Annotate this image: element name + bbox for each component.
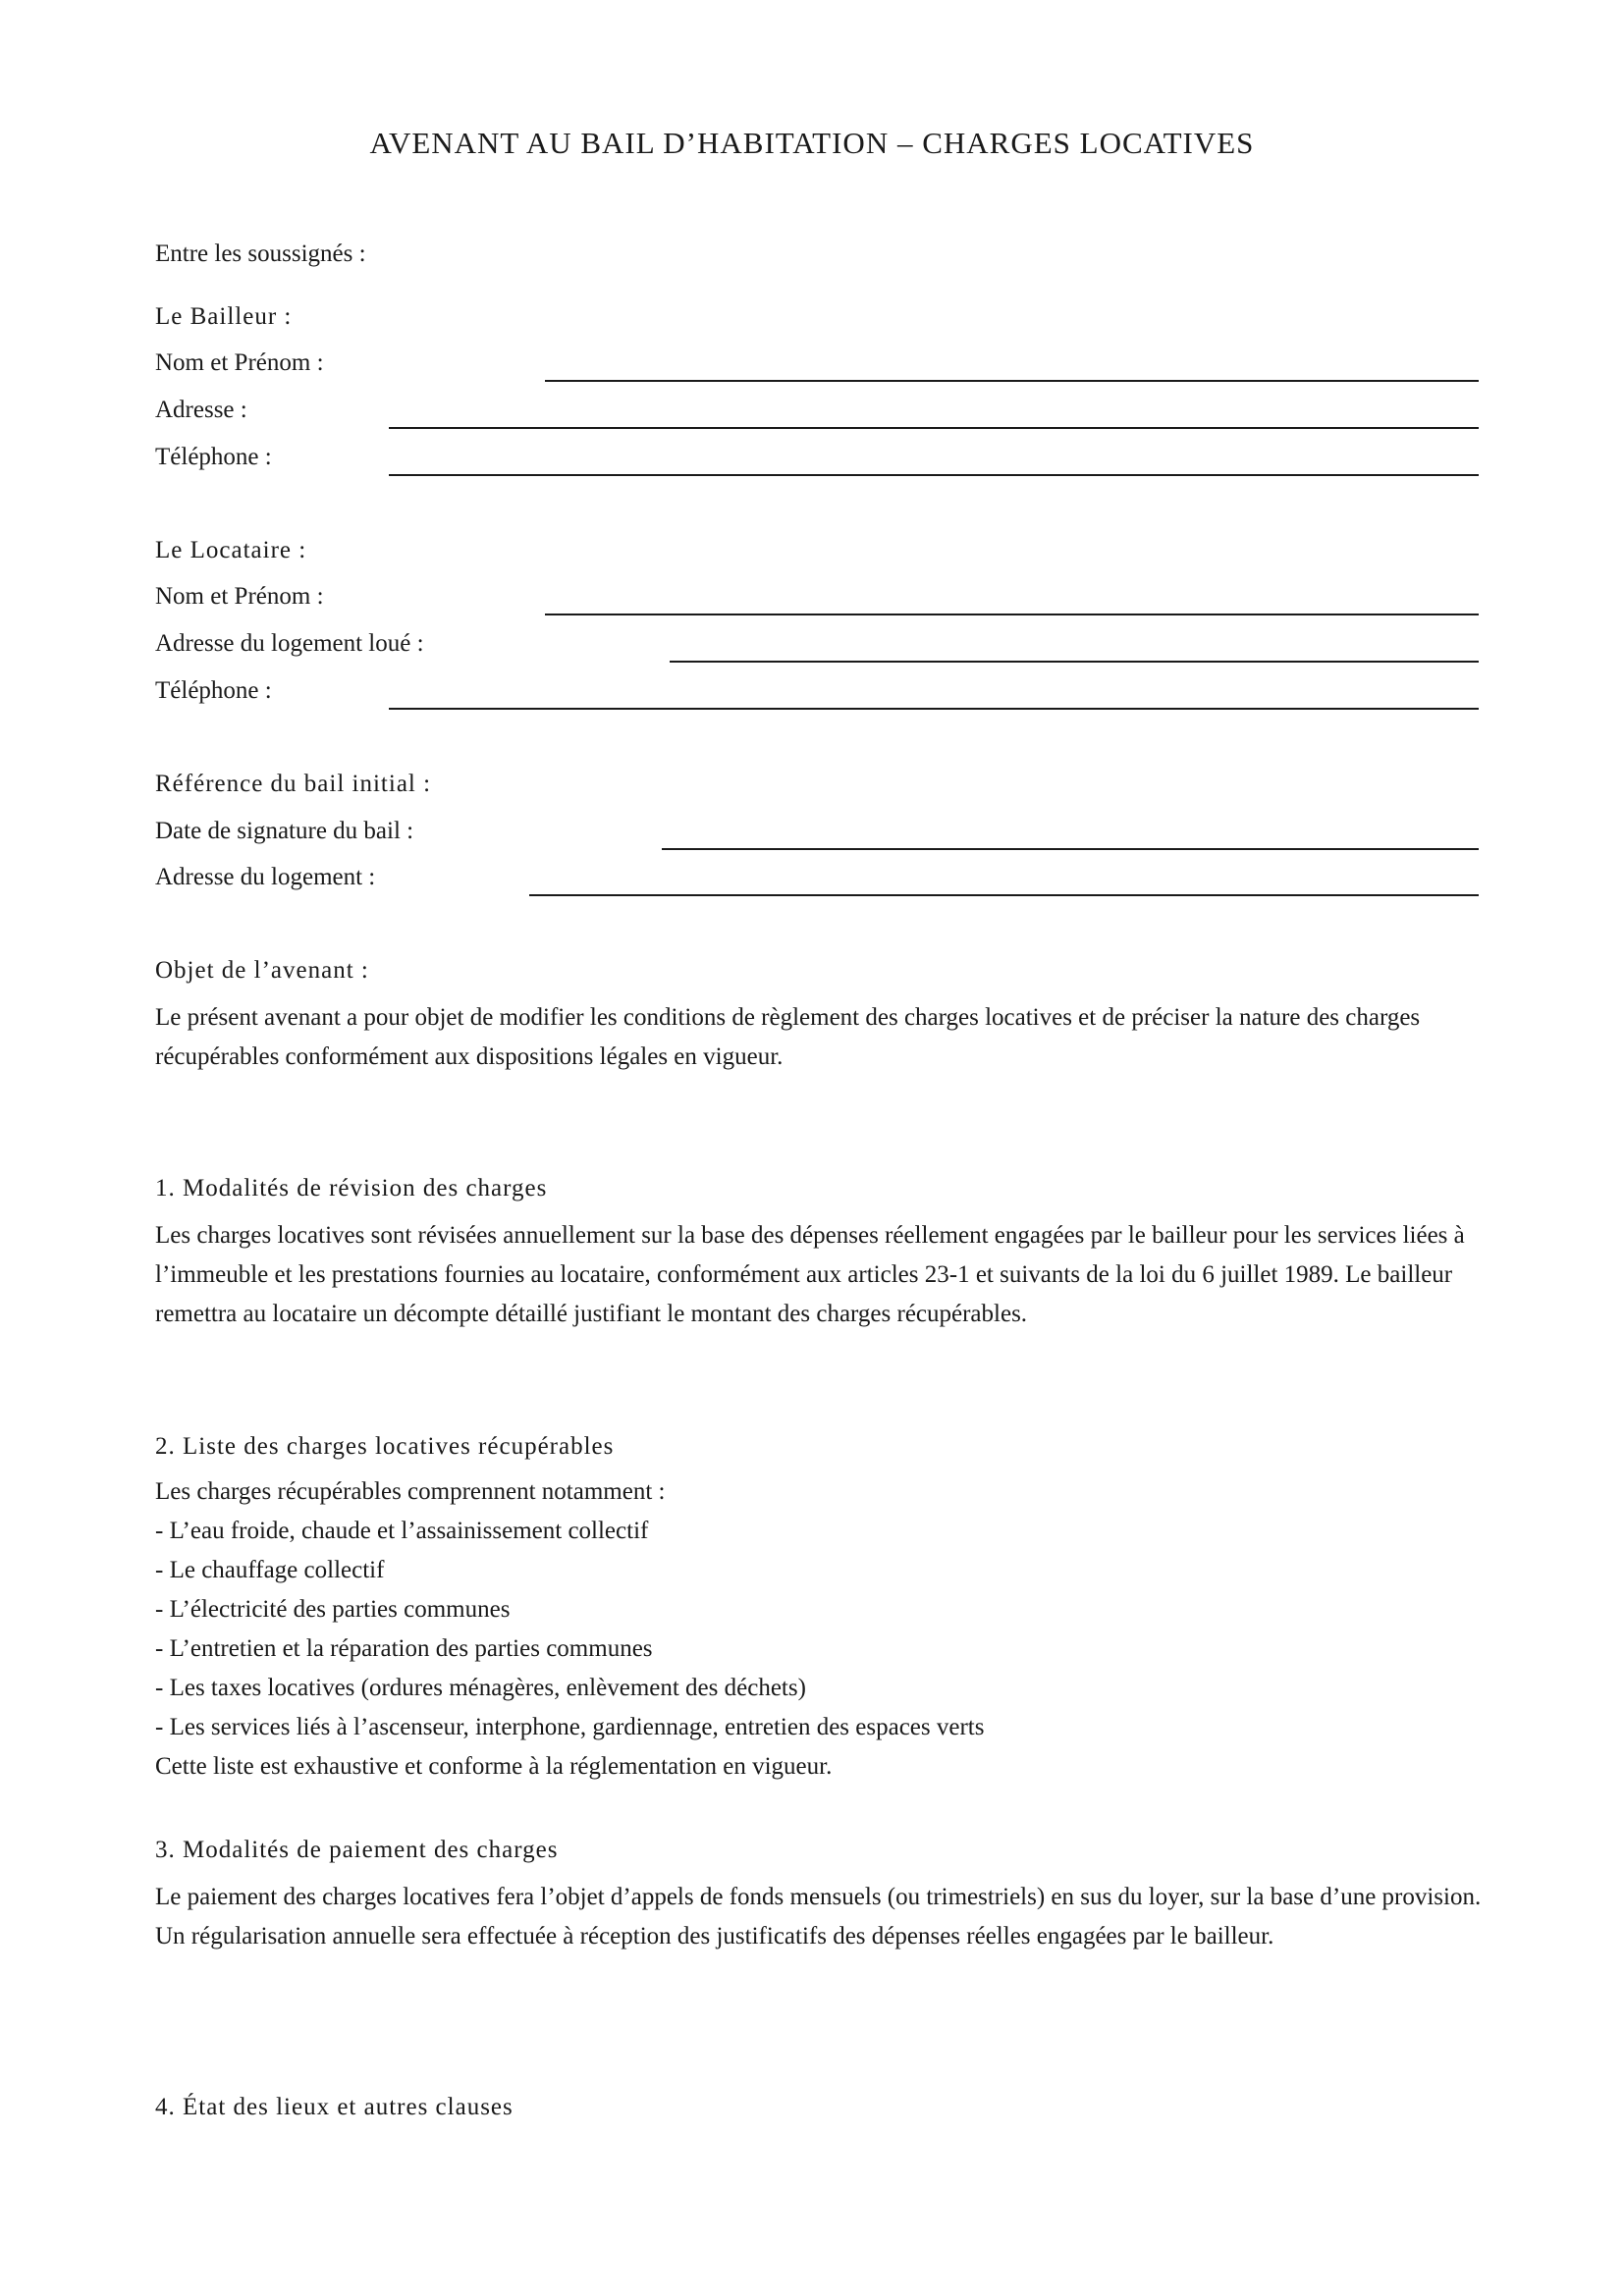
bailleur-address-field[interactable] [389,427,1479,429]
section3-heading: 3. Modalités de paiement des charges [155,1837,559,1863]
bailleur-heading: Le Bailleur : [155,303,293,330]
locataire-phone-field[interactable] [389,708,1479,710]
section2-outro: Cette liste est exhaustive et conforme à la réglementation en vigueur. [155,1753,833,1780]
list-item: - L’entretien et la réparation des parties communes [155,1635,653,1662]
bail-address-label: Adresse du logement : [155,864,376,890]
locataire-phone-label: Téléphone : [155,677,272,704]
list-item: - Les services liés à l’ascenseur, interphone, gardiennage, entretien des espaces verts [155,1714,985,1740]
locataire-heading: Le Locataire : [155,537,307,563]
section4-heading: 4. État des lieux et autres clauses [155,2094,514,2120]
locataire-name-label: Nom et Prénom : [155,583,324,610]
section2-body [155,1472,1487,1787]
bail-initial-heading: Référence du bail initial : [155,771,432,797]
bail-address-field[interactable] [529,894,1479,896]
bail-date-label: Date de signature du bail : [155,818,414,844]
locataire-address-field[interactable] [670,661,1479,663]
section3-paragraph [155,1878,1487,1956]
section3-text: Le paiement des charges locatives fera l’objet d’appels de fonds mensuels (ou trimestriels) en sus du loyer, sur la base d’une provision. Un régularisation annuelle sera effectuée à réception des justificatifs des dépenses réelles engagées par le bailleur. [155,1884,1482,1949]
list-item: - Le chauffage collectif [155,1557,385,1583]
list-item: - Les taxes locatives (ordures ménagères, enlèvement des déchets) [155,1675,806,1701]
bailleur-phone-field[interactable] [389,474,1479,476]
section2-intro: Les charges récupérables comprennent notamment : [155,1478,666,1505]
document-title: AVENANT AU BAIL D’HABITATION – CHARGES LOCATIVES [369,126,1255,160]
section1-heading: 1. Modalités de révision des charges [155,1175,548,1201]
bail-date-field[interactable] [662,848,1479,850]
section1-text: Les charges locatives sont révisées annuellement sur la base des dépenses réellement engagées par le bailleur pour les services liées à l’immeuble et les prestations fournies au locataire, conformément aux articles 23-1 et suivants de la loi du 6 juillet 1989. Le bailleur remettra au locataire un décompte détaillé justifiant le montant des charges récupérables. [155,1222,1465,1327]
locataire-address-label: Adresse du logement loué : [155,630,424,657]
locataire-name-field[interactable] [545,614,1479,615]
section1-paragraph [155,1216,1487,1334]
bailleur-address-label: Adresse : [155,397,247,423]
bailleur-name-field[interactable] [545,380,1479,382]
bailleur-name-label: Nom et Prénom : [155,349,324,376]
intro-text: Entre les soussignés : [155,240,366,267]
objet-paragraph [155,998,1487,1077]
section2-heading: 2. Liste des charges locatives récupérables [155,1433,615,1460]
list-item: - L’électricité des parties communes [155,1596,511,1623]
objet-text: Le présent avenant a pour objet de modifier les conditions de règlement des charges locatives et de préciser la nature des charges récupérables conformément aux dispositions légales en vigueur. [155,1004,1421,1070]
list-item: - L’eau froide, chaude et l’assainissement collectif [155,1518,649,1544]
bailleur-phone-label: Téléphone : [155,444,272,470]
objet-heading: Objet de l’avenant : [155,957,369,984]
